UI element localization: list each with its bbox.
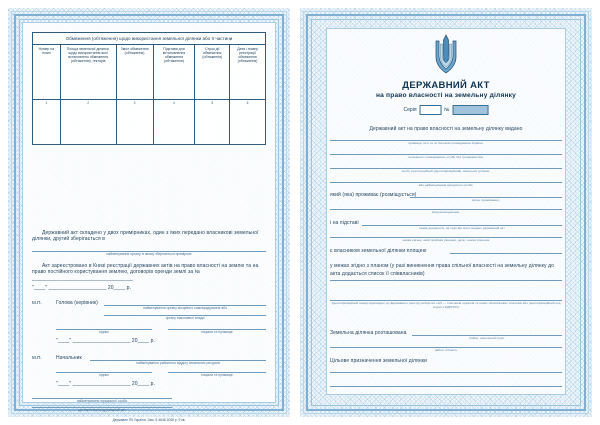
document-subtitle: на право власності на земельну ділянку [375, 92, 517, 99]
table-cell-area [61, 100, 117, 144]
signature-date-1: "____" ____________________ 20____ р. [56, 338, 156, 344]
signatory-org-caption-2: найменування районного відділу земельних ресурсів [136, 361, 220, 365]
registration-date: "____" ____________________ 20____ р. [32, 285, 132, 291]
column-header-term: Строк дії обмеження (обтяження) [195, 45, 230, 99]
serial-number-box [452, 105, 488, 115]
executor-caption-2: що виготовила державний акт [78, 408, 126, 412]
field-caption-8: назва органу, який прийняв рішення, дата і номер рішення [402, 238, 490, 242]
serial-row [404, 105, 489, 115]
column-number-5: 5 [211, 101, 214, 105]
name-caption-1: ініціали та прізвище [201, 330, 233, 334]
table-cell-registration [230, 100, 265, 144]
serial-label: Серія [403, 107, 417, 113]
field-caption-3: особі, реєстраційний (ідентифікаційний) земельної ділянки, [401, 169, 491, 173]
stamp-place-1: М.П. [32, 300, 42, 305]
column-header-grounds: Підстави для встановлення обмеження (обтяження) [154, 45, 196, 99]
column-header-area: Площа земельної ділянки, щодо використання якої встановлено обмеження (обтяження), гектарів [61, 45, 117, 99]
restrictions-table-header [33, 45, 265, 100]
field-caption-11: (ідентифікаційний номер відповідно до Державного реєстру виборчих осіб — платників податків та інших обов'язкових платежів або ідентифікаційний код згідно з ЄДРПОУ) [331, 301, 561, 309]
field-caption-2: іноземного громадянина, особи без громадянства, [408, 155, 484, 159]
restrictions-table [32, 32, 266, 145]
basis-label: і на підставі [330, 220, 359, 226]
plan-boundaries-label: у межах згідно з планом (у разі виникнення права спільної власності на земельну ділянку до акта додається список її співвласників) [330, 263, 554, 277]
field-line-10 [330, 280, 562, 281]
document-right-page [300, 8, 592, 417]
owner-area-label: є власником земельної ділянки площею [330, 248, 427, 254]
issue-statement: Державний акт на право власності на земельну ділянку видано [369, 126, 523, 132]
number-sign: № [444, 107, 450, 113]
signatory-role-2: Начальник [56, 355, 82, 361]
field-caption-7: назва документа, на підставі якого видано державний акт [419, 226, 505, 230]
field-caption-5: місце проживання, [472, 198, 500, 202]
serial-letters-box [420, 105, 442, 115]
field-line-9 [450, 253, 562, 254]
field-caption-13: район, область [434, 348, 458, 352]
copies-paragraph: Державний акт складено у двох примірниках, один з яких передано власникові земельної ділянки, другий зберігається в [32, 230, 259, 243]
ukraine-trident-emblem-icon [431, 34, 461, 74]
stamp-place-2: М.П. [32, 355, 42, 360]
name-caption-2: ініціали та прізвище [201, 373, 233, 377]
column-number-4: 4 [173, 101, 175, 105]
table-cell-plan-number [33, 100, 61, 144]
restrictions-table-row [33, 100, 265, 144]
restrictions-table-title: Обмеження (обтяження) щодо використання земельної ділянки або її частини [33, 33, 265, 45]
field-caption-1: прізвище, ім'я та по батькові громадянина України, [408, 141, 484, 145]
location-label: Земельна ділянка розташована [330, 330, 407, 336]
table-cell-grounds [154, 100, 196, 144]
column-number-6: 6 [246, 101, 249, 105]
executor-caption: найменування юридичної особи [76, 399, 128, 403]
document-left-page [8, 8, 290, 422]
column-header-plan-number: Номер на плані [33, 45, 61, 99]
signatory-role-1: Голова (керівник) [56, 300, 98, 306]
signature-date-2: "____" ____________________ 20____ р. [56, 381, 156, 387]
column-header-registration: Дата і номер реєстрації обмеження (обтяження) [237, 46, 258, 63]
signatory-org-caption-1: найменування органу місцевого самоврядування або [143, 306, 227, 310]
document-title: ДЕРЖАВНИЙ АКТ [402, 80, 490, 91]
column-number-3: 3 [133, 101, 136, 105]
field-caption-4: або найменування юридичної особи, [418, 183, 474, 187]
table-cell-content [117, 100, 154, 144]
signature-caption-2: підпис [99, 373, 109, 377]
table-cell-term [195, 100, 230, 144]
column-header-content: Зміст обмеження (обтяження) [117, 45, 154, 99]
column-number-1: 1 [45, 101, 48, 105]
print-house-footer: Державне ПК України. Зам. 9-4646 2008 р. 9 кв. [112, 418, 186, 422]
field-line-15 [330, 386, 562, 387]
registration-paragraph: Акт зареєстровано в Книзі реєстрації державних актів на право власності на землю та на право постійного користування землею, договорів оренди землі за № ___________________________________ [32, 263, 259, 282]
field-line-14 [330, 372, 562, 373]
residence-label: який (яка) проживає (розміщується) [330, 192, 417, 198]
signatory-org-caption-1b: органу виконавчої влади [165, 316, 205, 320]
field-caption-12: район, населений пункт [469, 336, 505, 340]
field-caption-6: місцезнаходження, [431, 210, 461, 214]
column-number-2: 2 [87, 101, 90, 105]
purpose-label: Цільове призначення земельної ділянки [330, 358, 427, 364]
copies-paragraph-caption: найменування органу, в якому зберігається примірник [106, 252, 192, 256]
signature-caption-1: підпис [99, 330, 109, 334]
